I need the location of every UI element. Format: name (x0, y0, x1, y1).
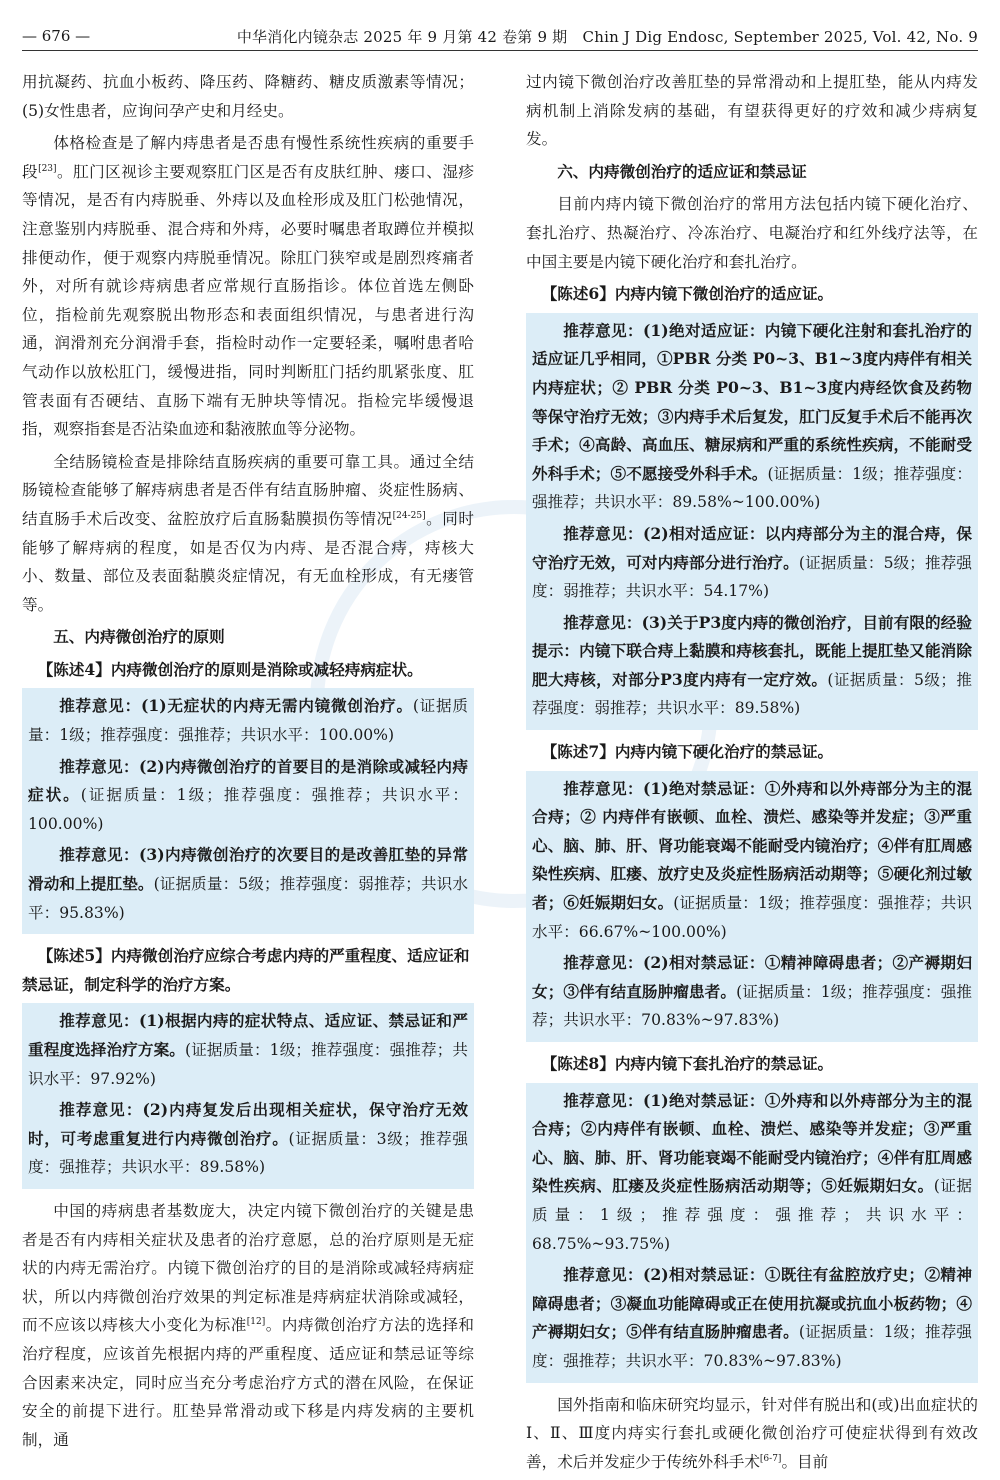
recommendation: 推荐意见：(2)内痔复发后出现相关症状，保守治疗无效时，可考虑重复进行内痔微创治疗。(证据质量：3级；推荐强度：强推荐；共识水平：89.58%) (28, 1100, 468, 1177)
recommendation: 推荐意见：(2)相对适应证：以内痔部分为主的混合痔，保守治疗无效，可对内痔部分进行治疗。(证据质量：5级；推荐强度：弱推荐；共识水平：54.17%) (532, 523, 972, 601)
recommendation: 推荐意见：(1)无症状的内痔无需内镜微创治疗。(证据质量：1级；推荐强度：强推荐；共识水平：100.00%) (28, 696, 468, 745)
paragraph: 用抗凝药、抗血小板药、降压药、降糖药、糖皮质激素等情况；(5)女性患者，应询问孕产史和月经史。 (22, 73, 474, 120)
recommendation: 推荐意见：(1)根据内痔的症状特点、适应证、禁忌证和严重程度选择治疗方案。(证据质量：1级；推荐强度：强推荐；共识水平：97.92%) (28, 1011, 468, 1088)
recommendation-box (22, 688, 474, 934)
paragraph: 国外指南和临床研究均显示，针对伴有脱出和(或)出血症状的Ⅰ、Ⅱ、Ⅲ度内痔实行套扎或硬化微创治疗可使症状得到有效改善，术后并发症少于传统外科手术[6-7]。目前 (526, 1395, 978, 1471)
recommendation: 推荐意见：(2)相对禁忌证：①精神障碍患者；②产褥期妇女；③伴有结直肠肿瘤患者。(证据质量：1级；推荐强度：强推荐；共识水平：70.83%~97.83%) (532, 953, 972, 1030)
recommendation: 推荐意见：(2)内痔微创治疗的首要目的是消除或减轻内痔症状。(证据质量：1级；推荐强度：强推荐；共识水平：100.00%) (28, 756, 468, 833)
citation: [6-7] (759, 1453, 782, 1464)
citation: [24-25] (392, 510, 426, 521)
recommendation-box (526, 771, 978, 1042)
statement-6: 【陈述6】内痔内镜下微创治疗的适应证。 (541, 284, 834, 304)
recommendation: 推荐意见：(3)内痔微创治疗的次要目的是改善肛垫的异常滑动和上提肛垫。(证据质量：5级；推荐强度：弱推荐；共识水平：95.83%) (28, 845, 468, 922)
recommendation: 推荐意见：(1)绝对禁忌证：①外痔和以外痔部分为主的混合痔；②内痔伴有嵌顿、血栓、溃烂、感染等并发症；③严重心、脑、肺、肝、肾功能衰竭不能耐受内镜治疗；④伴有肛周感染性疾病、肛瘘及炎症性肠病活动期等；⑤妊娠期妇女。(证据质量：1级；推荐强度：强推荐；共识水平：68.75%~93.75%) (532, 1090, 972, 1253)
recommendation-box (526, 1083, 978, 1383)
paragraph: 全结肠镜检查是排除结直肠疾病的重要可靠工具。通过全结肠镜检查能够了解痔病患者是否伴有结直肠肿瘤、炎症性肠病、结直肠手术后改变、盆腔放疗后直肠黏膜损伤等情况[24-25]。同时能够了解痔病的程度，如是否仅为内痔、是否混合痔，痔核大小、数量、部位及表面黏膜炎症情况，有无血栓形成，有无瘘管等。 (22, 452, 474, 614)
section-heading: 五、内痔微创治疗的原则 (53, 627, 225, 647)
recommendation-box (526, 313, 978, 730)
paragraph: 中国的痔病患者基数庞大，决定内镜下微创治疗的关键是患者是否有内痔相关症状及患者的治疗意愿，总的治疗原则是无症状的内痔无需治疗。内镜下微创治疗的目的是消除或减轻痔病症状，所以内痔微创治疗效果的判定标准是痔病症状消除或减轻，而不应该以痔核大小变化为标准[12]。内痔微创治疗方法的选择和治疗程度，应该首先根据内痔的严重程度、适应证和禁忌证等综合因素来决定，同时应当充分考虑治疗方式的潜在风险，在保证安全的前提下进行。肛垫异常滑动或下移是内痔发病的主要机制，通 (22, 1201, 474, 1449)
left-column (22, 68, 474, 1458)
citation: [23] (38, 163, 57, 174)
paragraph: 目前内痔内镜下微创治疗的常用方法包括内镜下硬化治疗、套扎治疗、热凝治疗、冷冻治疗、电凝治疗和红外线疗法等，在中国主要是内镜下硬化治疗和套扎治疗。 (526, 195, 978, 271)
running-header (22, 22, 978, 51)
recommendation: 推荐意见：(1)绝对适应证：内镜下硬化注射和套扎治疗的适应证几乎相同，①PBR 分类 P0~3、B1~3度内痔伴有相关内痔症状；② PBR 分类 P0~3、B1~3度内痔经饮食及药物等保守治疗无效；③内痔手术后复发，肛门反复手术后不能再次手术；④高龄、高血压、糖尿病和严重的系统性疾病，不能耐受外科手术；⑤不愿接受外科手术。(证据质量：1级；推荐强度：强推荐；共识水平：89.58%~100.00%) (532, 320, 972, 512)
paragraph: 过内镜下微创治疗改善肛垫的异常滑动和上提肛垫，能从内痔发病机制上消除发病的基础，有望获得更好的疗效和减少痔病复发。 (526, 73, 978, 149)
paragraph: 体格检查是了解内痔患者是否患有慢性系统性疾病的重要手段[23]。肛门区视诊主要观察肛门区是否有皮肤红肿、瘘口、湿疹等情况，是否有内痔脱垂、外痔以及血栓形成及肛门松弛情况，注意鉴别内痔脱垂、混合痔和外痔，必要时嘱患者取蹲位并模拟排便动作，便于观察内痔脱垂情况。除肛门狭窄或是剧烈疼痛者外，对所有就诊痔病患者应常规行直肠指诊。体位首选左侧卧位，指检前先观察脱出物形态和表面组织情况，与患者进行沟通，润滑剂充分润滑手套，指检时动作一定要轻柔，嘱咐患者哈气动作以放松肛门，缓慢进指，同时判断肛门括约肌紧张度、肛管表面有否硬结、直肠下端有无肿块等情况。指检完毕缓慢退指，观察指套是否沾染血迹和黏液脓血等分泌物。 (22, 134, 474, 439)
statement-5: 【陈述5】内痔微创治疗应综合考虑内痔的严重程度、适应证和禁忌证，制定科学的治疗方案。 (22, 946, 470, 994)
recommendation: 推荐意见：(2)相对禁忌证：①既往有盆腔放疗史；②精神障碍患者；③凝血功能障碍或正在使用抗凝或抗血小板药物；④产褥期妇女；⑤伴有结直肠肿瘤患者。(证据质量：1级；推荐强度：强推荐；共识水平：70.83%~97.83%) (532, 1265, 972, 1370)
right-column (526, 68, 978, 1480)
recommendation: 推荐意见：(3)关于P3度内痔的微创治疗，目前有限的经验提示：内镜下联合痔上黏膜和痔核套扎，既能上提肛垫又能消除肥大痔核，对部分P3度内痔有一定疗效。(证据质量：5级；推荐强度：弱推荐；共识水平：89.58%) (532, 612, 972, 718)
statement-8: 【陈述8】内痔内镜下套扎治疗的禁忌证。 (541, 1054, 834, 1073)
statement-7: 【陈述7】内痔内镜下硬化治疗的禁忌证。 (541, 742, 834, 762)
journal-citation: 中华消化内镜杂志 2025 年 9 月第 42 卷第 9 期 Chin J Dig Endosc, September 2025, Vol. 42, No. 9 (236, 27, 978, 46)
statement-4: 【陈述4】内痔微创治疗的原则是消除或减轻痔病症状。 (37, 659, 423, 679)
citation: [12] (246, 1317, 266, 1328)
recommendation: 推荐意见：(1)绝对禁忌证：①外痔和以外痔部分为主的混合痔；② 内痔伴有嵌顿、血栓、溃烂、感染等并发症；③严重心、脑、肺、肝、肾功能衰竭不能耐受内镜治疗；④伴有肛周感染性疾病、肛瘘、放疗史及炎症性肠病活动期等；⑤硬化剂过敏者；⑥妊娠期妇女。(证据质量：1级；推荐强度：强推荐；共识水平：66.67%~100.00%) (532, 778, 972, 941)
page-number: — 676 — (22, 27, 91, 45)
section-heading: 六、内痔微创治疗的适应证和禁忌证 (557, 161, 807, 181)
recommendation-box (22, 1003, 474, 1189)
